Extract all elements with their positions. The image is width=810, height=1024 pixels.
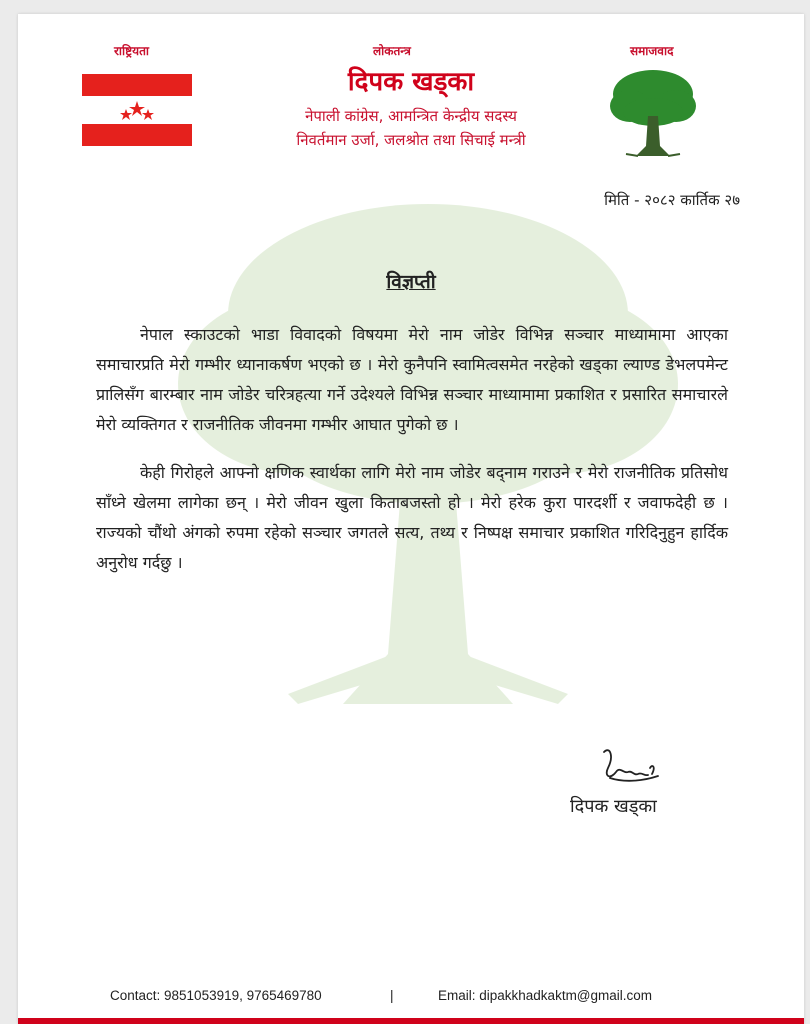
footer-email[interactable]: Email: dipakkhadkaktm@gmail.com (438, 988, 653, 1003)
party-role-subtitle: नेपाली कांग्रेस, आमन्त्रित केन्द्रीय सदस्य (305, 107, 517, 125)
notice-paragraph-2: केही गिरोहले आफ्नो क्षणिक स्वार्थका लागि मेरो नाम जोडेर बद्नाम गराउने र मेरो राजनीतिक प्रतिसोध साँध्ने खेलमा लागेका छन् । मेरो जीवन खुला किताबजस्तो हो । मेरो हरेक कुरा पारदर्शी र जवाफदेही छ । राज्यको चौंथो अंगको रुपमा रहेको सञ्चार जगतले सत्य, तथ्य र निष्पक्ष समाचार प्रकाशित गरिदिनुहुन हार्दिक अनुरोध गर्दछु । (96, 463, 728, 572)
notice-paragraph-1: नेपाल स्काउटको भाडा विवादको विषयमा मेरो नाम जोडेर विभिन्न सञ्चार माध्यामामा आएका समाचारप्रति मेरो गम्भीर ध्यानाकर्षण भएको छ । मेरो कुनैपनि स्वामित्वसमेत नरहेको खड्का ल्याण्ड डेभलपमेन्ट प्रालिसँग बारम्बार नाम जोडेर चरित्रहत्या गर्ने उदेश्यले विभिन्न सञ्चार माध्यामामा प्रकाशित र प्रसारित समाचारले मेरो व्यक्तिगत र राजनीतिक जीवनमा गम्भीर आघात पुगेको छ । (96, 325, 728, 434)
ministry-role-subtitle: निवर्तमान उर्जा, जलश्रोत तथा सिचाई मन्त्री (296, 131, 526, 149)
socialism-label: समाजवाद (630, 44, 674, 58)
notice-body (96, 320, 728, 596)
tree-icon (608, 66, 698, 158)
nationalism-label: राष्ट्रियता (114, 44, 150, 58)
signature-icon (596, 742, 666, 792)
democracy-label: लोकतन्त्र (373, 44, 411, 58)
page-title: दिपक खड्का (347, 67, 475, 97)
signer-name: दिपक खड्का (570, 796, 657, 817)
footer-bar (18, 1018, 804, 1024)
footer-separator: | (390, 988, 394, 1003)
notice-heading (18, 268, 804, 294)
footer-contact: Contact: 9851053919, 9765469780 (110, 988, 322, 1003)
date-line: मिति - २०८२ कार्तिक २७ (604, 191, 740, 209)
letterhead-page (18, 14, 804, 1024)
notice-heading-text: विज्ञप्ती (386, 271, 436, 293)
